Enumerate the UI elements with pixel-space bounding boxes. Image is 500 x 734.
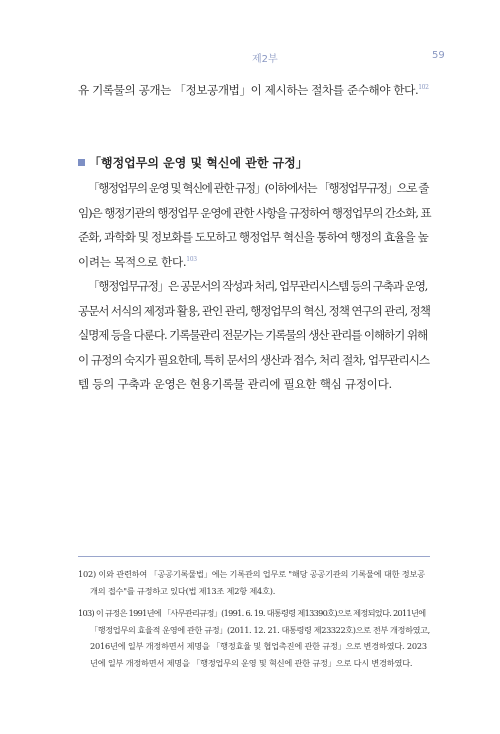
text-line: 임)은 행정기관의 행정업무 운영에 관한 사항을 규정하여 행정업무의 간소화, 표	[78, 205, 431, 220]
footnotes	[78, 566, 430, 677]
footnote-line: 2016년에 일부 개정하면서 제명을 「행정효율 및 협업촉진에 관한 규정」으로 변경하였다. 2023	[90, 641, 427, 651]
paragraph-purpose	[78, 176, 430, 274]
footnote-line: 년에 일부 개정하면서 제명을 「행정업무의 운영 및 혁신에 관한 규정」으로 다시 변경하였다.	[90, 657, 413, 668]
text-line: 이려는 목적으로 한다.$^{103}$	[78, 254, 197, 269]
footnote-line: 103) 이 규정은 1991년에 「사무관리규정」(1991. 6. 19. 대통령령 제13390호)으로 제정되었다. 2011년에	[78, 608, 426, 618]
running-header	[0, 48, 500, 66]
section-heading-text: 「행정업무의 운영 및 혁신에 관한 규정」	[89, 156, 308, 170]
footnote-ref-102[interactable]: 102	[418, 84, 429, 92]
text-line: 실명제 등을 다룬다. 기록물관리 전문가는 기록물의 생산 관리를 이해하기 위해	[78, 328, 428, 342]
footnote-ref-103[interactable]: 103	[186, 255, 197, 263]
footnote-line: 「행정업무의 효율적 운영에 관한 규정」(2011. 12. 21. 대통령령 제23322호)으로 전부 개정하였고,	[90, 624, 430, 635]
intro-line: 유 기록물의 공개는 「정보공개법」이 제시하는 절차를 준수해야 한다.$^{102}$	[78, 83, 429, 97]
text-line: 템 등의 구축과 운영은 현용기록물 관리에 필요한 핵심 규정이다.	[78, 377, 392, 391]
text-line: 준화, 과학화 및 정보화를 도모하고 행정업무 혁신을 통하여 행정의 효율을 높	[78, 230, 428, 244]
footnote-line: 개의 접수"를 규정하고 있다(법 제13조 제2항 제4호).	[90, 585, 276, 596]
footnote-102	[78, 566, 430, 599]
text-line: 「행정업무의 운영 및 혁신에 관한 규정」(이하에서는 「행정업무규정」으로 줄	[88, 181, 428, 195]
page-number: 59	[432, 50, 445, 61]
section-heading	[78, 154, 430, 171]
part-label: 제2부	[252, 54, 278, 65]
paragraph-scope	[78, 274, 430, 397]
square-bullet-icon	[78, 159, 85, 166]
intro-paragraph	[78, 78, 430, 103]
text-line: 이 규정의 숙지가 필요한데, 특히 문서의 생산과 접수, 처리 절차, 업무관리시스	[78, 352, 430, 367]
text-line: 「행정업무규정」은 공문서의 작성과 처리, 업무관리시스템 등의 구축과 운영,	[88, 279, 428, 293]
footnote-103	[78, 605, 430, 671]
footnote-divider	[78, 556, 430, 557]
text-line: 공문서 서식의 제정과 활용, 관인 관리, 행정업무의 혁신, 정책 연구의 관리, 정책	[78, 303, 430, 318]
footnote-line: 102) 이와 관련하여 「공공기록물법」에는 기록관의 업무로 "해당 공공기관의 기록물에 대한 정보공	[78, 569, 425, 579]
